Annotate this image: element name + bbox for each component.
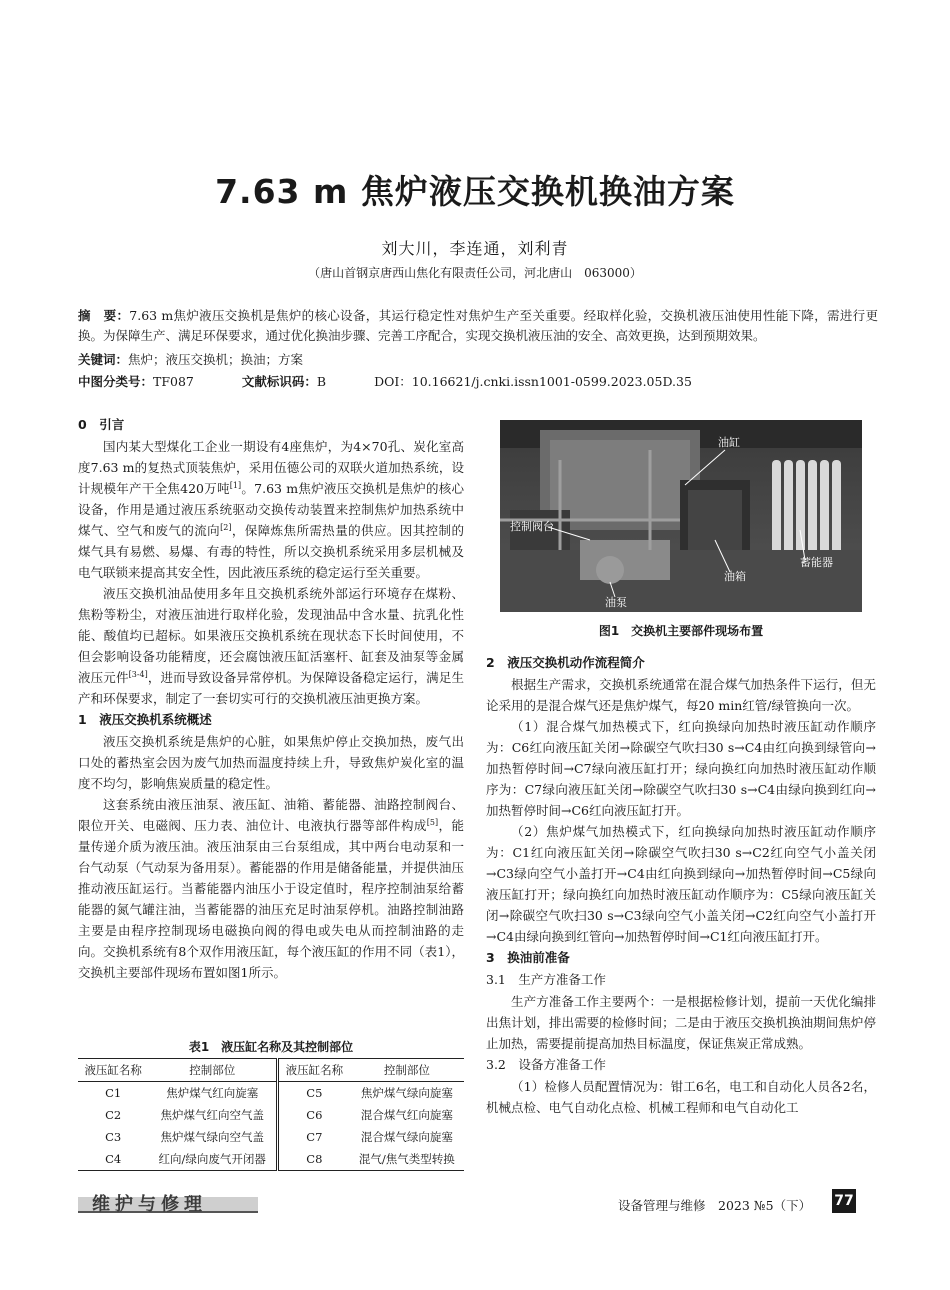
keywords: [78, 350, 878, 370]
paragraph: 国内某大型煤化工企业一期设有4座焦炉，为4×70孔、炭化室高度7.63 m的复热式顶装焦炉，采用伍德公司的双联火道加热系统，设计规模年产干全焦420万吨[1]。7.63 m焦炉液压交换机是焦炉的核心设备，作用是通过液压系统驱动交换传动装置来控制焦炉加热系统中煤气、空气和废气的流向[2]，保障炼焦所需热量的供应。因其控制的煤气具有易燃、易爆、有毒的特性，所以交换机系统采用多层机械及电气联锁来提高其安全性，因此液压系统的稳定运行至关重要。: [78, 439, 464, 580]
abstract: [78, 306, 878, 346]
label-cylinder: 油缸: [718, 436, 740, 449]
cylinder-table: [78, 1058, 464, 1171]
journal-info: 设备管理与维修 2023 №5（下）: [618, 1198, 812, 1213]
paragraph: 生产方准备工作主要两个：一是根据检修计划，提前一天优化编排出焦计划，排出需要的检修时间；二是由于液压交换机换油期间焦炉停止加热，需要提前提高加热目标温度，保证焦炭正常成熟。: [486, 994, 876, 1051]
site-photo: [500, 420, 862, 612]
table-row: C1 焦炉煤气红向旋塞 C5 焦炉煤气绿向旋塞: [78, 1082, 464, 1105]
paragraph: 液压交换机油品使用多年且交换机系统外部运行环境存在煤粉、焦粉等粉尘，对液压油进行取样化验，发现油品中含水量、抗乳化性能、酸值均已超标。如果液压交换机系统在现状态下长时间使用，不但会影响设备功能精度，还会腐蚀液压缸活塞杆、缸套及油泵等金属液压元件[3-4]，进而导致设备异常停机。为保障设备稳定运行，满足生产和环保要求，制定了一套切实可行的交换机液压油更换方案。: [78, 586, 464, 706]
table-header: 液压缸名称: [78, 1059, 148, 1082]
table-header: 控制部位: [148, 1059, 277, 1082]
doi: DOI：10.16621/j.cnki.issn1001-0599.2023.05D.35: [374, 374, 692, 389]
paragraph: 根据生产需求，交换机系统通常在混合煤气加热条件下运行，但无论采用的是混合煤气还是焦炉煤气，每20 min红管/绿管换向一次。: [486, 677, 876, 713]
table-header-row: [78, 1059, 464, 1082]
label-pump: 油泵: [605, 596, 627, 609]
table-row: C4 红向/绿向废气开闭器 C8 混气/焦气类型转换: [78, 1148, 464, 1171]
paragraph: （1）混合煤气加热模式下，红向换绿向加热时液压缸动作顺序为：C6红向液压缸关闭→除碳空气吹扫30 s→C4由红向换到绿管向→加热暂停时间→C7绿向液压缸打开；绿向换红向加热时液压缸动作顺序为：C7绿向液压缸关闭→除碳空气吹扫30 s→C4由绿向换到红向→加热暂停时间→C6红向液压缸打开。: [486, 719, 876, 818]
left-column: [78, 414, 464, 983]
keywords-label: 关键词：: [78, 352, 129, 367]
subsection-heading: 3.1 生产方准备工作: [486, 972, 606, 987]
section-heading: 2 液压交换机动作流程简介: [486, 655, 645, 670]
table-row: C2 焦炉煤气红向空气盖 C6 混合煤气红向旋塞: [78, 1104, 464, 1126]
paragraph: 液压交换机系统是焦炉的心脏，如果焦炉停止交换加热，废气出口处的蓄热室会因为废气加热而温度持续上升，导致焦炉炭化室的温度不均匀，影响焦炭质量的稳定性。: [78, 734, 464, 791]
abstract-label: 摘 要：: [78, 308, 130, 323]
paragraph: （1）检修人员配置情况为：钳工6名，电工和自动化人员各2名，机械点检、电气自动化点检、机械工程师和电气自动化工: [486, 1079, 876, 1115]
keywords-text: 焦炉；液压交换机；换油；方案: [128, 352, 304, 367]
footer-section-label: 维护与修理: [92, 1194, 207, 1215]
section-heading: 0 引言: [78, 417, 125, 432]
paragraph: （2）焦炉煤气加热模式下，红向换绿向加热时液压缸动作顺序为：C1红向液压缸关闭→除碳空气吹扫30 s→C2红向空气小盖关闭→C3绿向空气小盖打开→C4由红向换到绿向→加热暂停时间→C5绿向液压缸打开；绿向换红向加热时液压缸动作顺序为：C5绿向液压缸关闭→除碳空气吹扫30 s→C3绿向空气小盖关闭→C2红向空气小盖打开→C4由绿向换到红管向→加热暂停时间→C1红向液压缸打开。: [486, 824, 876, 944]
paper-title: 7.63 m 焦炉液压交换机换油方案: [215, 172, 735, 211]
table-caption: 表1 液压缸名称及其控制部位: [188, 1040, 354, 1054]
site-photo-drawing: [500, 420, 862, 612]
subsection-heading: 3.2 设备方准备工作: [486, 1057, 606, 1072]
section-heading: 1 液压交换机系统概述: [78, 712, 212, 727]
section-heading: 3 换油前准备: [486, 950, 570, 965]
affiliation: （唐山首钢京唐西山焦化有限责任公司，河北唐山 063000）: [308, 266, 642, 280]
table-header: 控制部位: [350, 1059, 464, 1082]
label-tank: 油箱: [724, 570, 746, 583]
abstract-text: 7.63 m焦炉液压交换机是焦炉的核心设备，其运行稳定性对焦炉生产至关重要。经取样化验，交换机液压油使用性能下降，需进行更换。为保障生产、满足环保要求，通过优化换油步骤、完善工序配合，实现交换机液压油的安全、高效更换，达到预期效果。: [78, 308, 878, 343]
right-column: [486, 652, 876, 1118]
label-valve: 控制阀台: [510, 520, 554, 533]
figure-caption: 图1 交换机主要部件现场布置: [598, 624, 764, 638]
paragraph: 这套系统由液压油泵、液压缸、油箱、蓄能器、油路控制阀台、限位开关、电磁阀、压力表、油位计、电液执行器等部件构成[5]，能量传递介质为液压油。液压油泵由三台泵组成，其中两台电动泵和一台气动泵（气动泵为备用泵）。蓄能器的作用是储备能量，并提供油压推动液压缸运行。当蓄能器内油压小于设定值时，程序控制油泵给蓄能器的氮气罐注油，当蓄能器的油压充足时油泵停机。油路控制油路主要是由程序控制现场电磁换向阀的得电或失电从而控制油路的走向。交换机系统有8个双作用液压缸，每个液压缸的作用不同（表1），交换机主要部件现场布置如图1所示。: [78, 797, 464, 980]
class-number: 中图分类号：TF087: [78, 374, 194, 389]
page-number: 77: [832, 1189, 856, 1213]
authors: 刘大川，李连通，刘利青: [381, 239, 569, 258]
doc-code: 文献标识码：B: [241, 374, 327, 389]
table-header: 液压缸名称: [278, 1059, 350, 1082]
classification-line: [78, 372, 878, 392]
table-row: C3 焦炉煤气绿向空气盖 C7 混合煤气绿向旋塞: [78, 1126, 464, 1148]
label-accumulator: 蓄能器: [800, 556, 833, 569]
